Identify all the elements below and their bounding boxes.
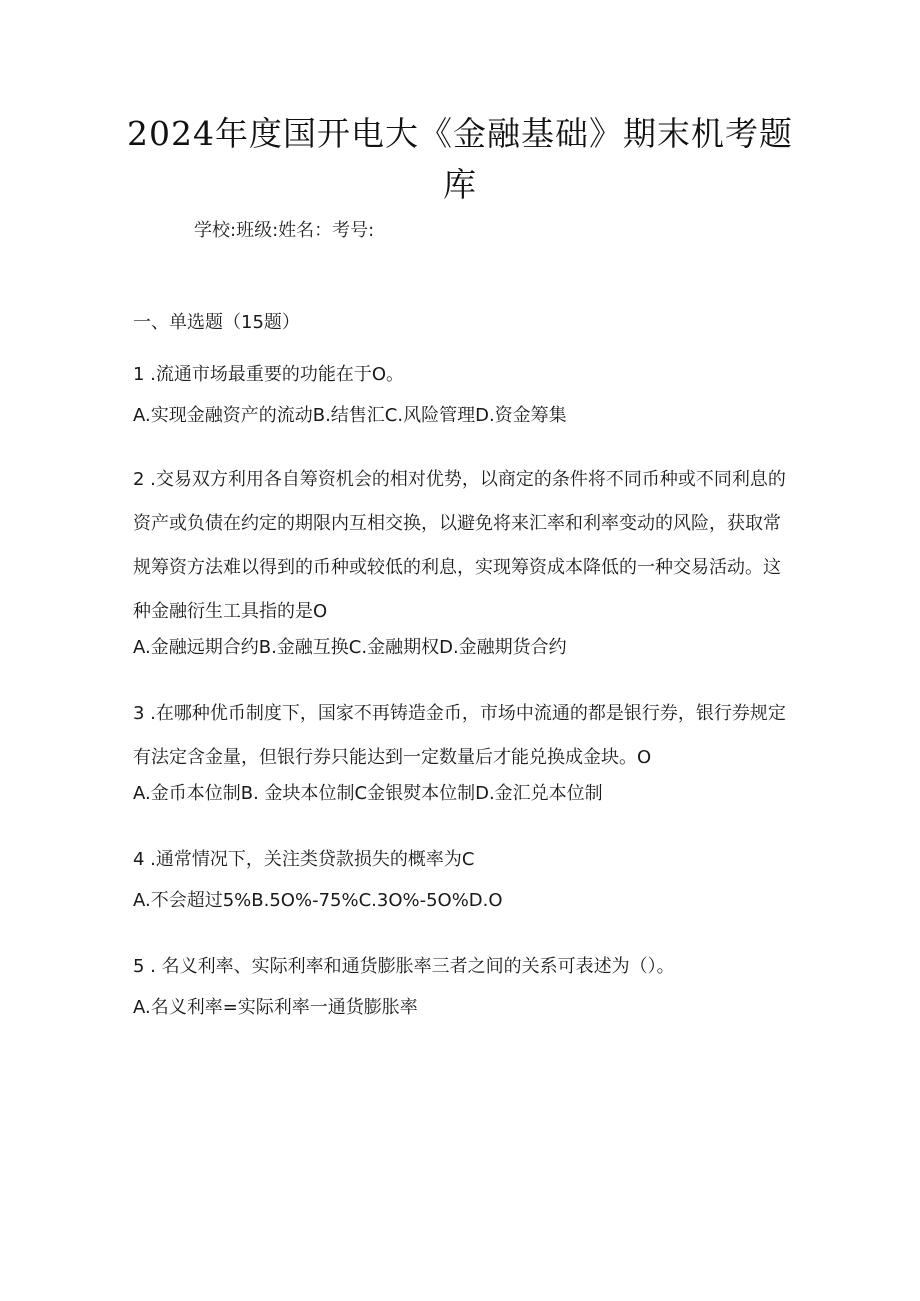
- question-options: A.实现金融资产的流动B.结售汇C.风险管理D.资金筹集: [133, 405, 567, 426]
- title-line-1: 2024年度国开电大《金融基础》期末机考题: [127, 114, 793, 153]
- question-options: A.名义利率=实际利率一通货膨胀率: [133, 997, 418, 1018]
- question-2: [133, 458, 793, 662]
- question-1: [133, 353, 793, 430]
- section-heading: 一、单选题（15题）: [133, 312, 300, 333]
- question-options: A.金融远期合约B.金融互换C.金融期权D.金融期货合约: [133, 637, 567, 658]
- title-line-2: 库: [443, 165, 477, 204]
- question-list: [133, 309, 793, 1052]
- student-info-line: 学校:班级:姓名：考号:: [194, 220, 375, 241]
- question-stem: 3 .在哪种优币制度下，国家不再铸造金币，市场中流通的都是银行券，银行券规定有法定含金量，但银行券只能达到一定数量后才能兑换成金块。O: [133, 703, 786, 768]
- question-stem: 5 . 名义利率、实际利率和通货膨胀率三者之间的关系可表述为（）。: [133, 956, 675, 977]
- question-stem: 1 .流通市场最重要的功能在于O。: [133, 364, 405, 385]
- question-stem: 4 .通常情况下，关注类贷款损失的概率为C: [133, 849, 475, 870]
- question-3: [133, 692, 793, 808]
- question-5: [133, 945, 793, 1022]
- document-title: [100, 108, 820, 210]
- question-options: A.不会超过5%B.5O%-75%C.3O%-5O%D.O: [133, 890, 503, 911]
- question-options: A.金币本位制B. 金块本位制C金银熨本位制D.金汇兑本位制: [133, 783, 603, 804]
- question-4: [133, 838, 793, 915]
- question-stem: 2 .交易双方利用各自筹资机会的相对优势，以商定的条件将不同币种或不同利息的资产或负债在约定的期限内互相交换，以避免将来汇率和利率变动的风险，获取常规筹资方法难以得到的币种或较低的利息，实现筹资成本降低的一种交易活动。这种金融衍生工具指的是O: [133, 469, 786, 622]
